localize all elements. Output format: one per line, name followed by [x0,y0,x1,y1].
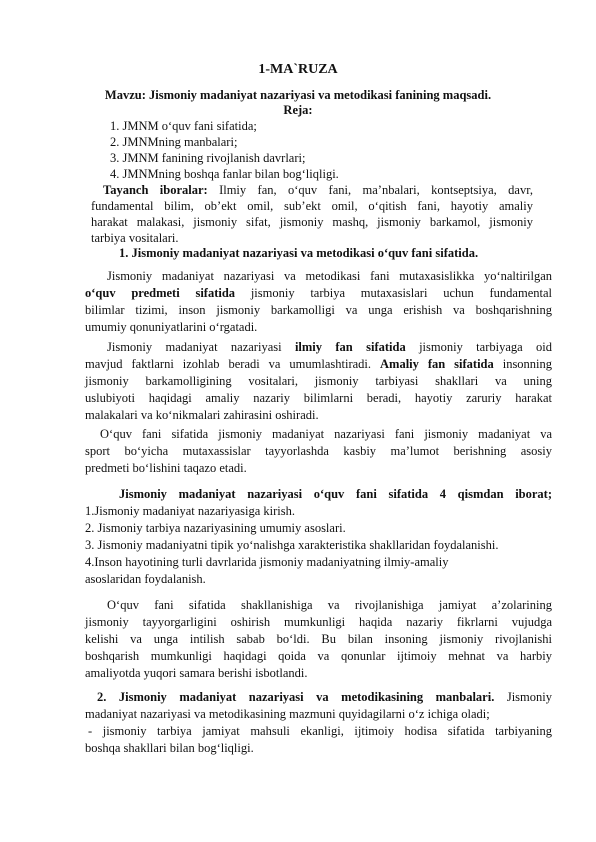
topic-line: Mavzu: Jismoniy madaniyat nazariyasi va metodikasi fanining maqsadi. [104,88,492,102]
paragraph-line: bilimlar tizimi, inson jismoniy barkamolligi va unga erishish va boshqarishning [85,303,552,317]
paragraph-line: Jismoniy madaniyat nazariyasi ilmiy fan sifatida jismoniy tarbiyaga oid [107,340,553,354]
list-item: asoslaridan foydalanish. [85,572,206,586]
paragraph-line: uslubiyoti haqidagi amaliy nazariy bilimlarni beradi, hayotiy zaruriy harakat [85,391,552,405]
keywords-label: Tayanch iboralar: [103,183,208,197]
plan-item: 4. JMNMning boshqa fanlar bilan bog‘liqligi. [110,167,339,181]
plan-item: 2. JMNMning manbalari; [110,135,238,149]
keywords-line: harakat malakasi, jismoniy sifat, jismoniy mashq, jismoniy barkamol, jismoniy [91,215,533,229]
paragraph-line: malakalari va ko‘nikmalari zahirasini oshiradi. [85,408,319,422]
paragraph-line: O‘quv fani sifatida shakllanishiga va rivojlanishiga jamiyat a’zolarining [107,598,552,612]
paragraph-line: umumiy qonuniyatlarini o‘rgatadi. [85,320,258,334]
lecture-title: 1-MA`RUZA [258,62,338,77]
keywords-line: tarbiya vositalari. [91,231,179,245]
paragraph-line: predmeti bo‘lishini taqazo etadi. [85,461,247,475]
paragraph-line: sport bo‘yicha mutaxassislar tayyorlashda kasbiy ma’lumot berishning asosiy [85,444,552,458]
paragraph-line: O‘quv fani sifatida jismoniy madaniyat nazariyasi fani jismoniy madaniyat va [100,427,552,441]
paragraph-line: amaliyotda yuqori samara berishi isbotlandi. [85,666,308,680]
paragraph-line: o‘quv predmeti sifatida jismoniy tarbiya mutaxasislari uchun fundamental [85,286,552,300]
list-item: 4.Inson hayotining turli davrlarida jismoniy madaniyatning ilmiy-amaliy [85,555,449,569]
plan-item: 3. JMNM fanining rivojlanish davrlari; [110,151,306,165]
plan-heading: Reja: [283,103,313,117]
keywords-line: fundamental bilim, ob’ekt omil, sub’ekt omil, o‘qitish fani, hayotiy amaliy [91,199,533,213]
paragraph-line: jismoniy barkamolligining vositalari, jismoniy tarbiyasi shakllari va uning [85,374,552,388]
paragraph-line: 2. Jismoniy madaniyat nazariyasi va metodikasining manbalari. Jismoniy [97,690,552,704]
paragraph-line: kelishi va unga intilish sabab bo‘ldi. Bu bilan insoning jismoniy rivojlanishi [85,632,552,646]
paragraph-line: mavjud faktlarni izohlab beradi va umumlashtiradi. Amaliy fan sifatida insonning [85,357,553,371]
paragraph-line: Jismoniy madaniyat nazariyasi va metodikasi fani mutaxasislikka yo‘naltirilgan [107,269,552,283]
paragraph-line: madaniyat nazariyasi va metodikasining mazmuni quyidagilarni o‘z ichiga oladi; [85,707,490,721]
paragraph-line: - jismoniy tarbiya jamiyat mahsuli ekanligi, ijtimoiy hodisa sifatida tarbiyaning [88,724,552,738]
section-heading: 2. Jismoniy madaniyat nazariyasi va metodikasining manbalari. [97,690,495,704]
list-item: 1.Jismoniy madaniyat nazariyasiga kirish. [85,504,296,518]
parts-heading: Jismoniy madaniyat nazariyasi o‘quv fani sifatida 4 qismdan iborat; [119,487,552,501]
paragraph-line: boshqarish mumkunligi haqidagi qoida va qonunlar ijtimoiy mehnat va harbiy [85,649,552,663]
list-item: 2. Jismoniy tarbiya nazariyasining umumiy asoslari. [85,521,346,535]
list-item: 3. Jismoniy madaniyatni tipik yo‘nalishga xarakteristika shakllaridan foydalanishi. [85,538,499,552]
section-heading: 1. Jismoniy madaniyat nazariyasi va metodikasi o‘quv fani sifatida. [119,246,479,260]
paragraph-line: boshqa shakllari bilan bog‘liqligi. [85,741,254,755]
paragraph-line: jismoniy tayyorgarligini oshirish mumkunligi haqida nazariy fikrlarni vujudga [85,615,552,629]
keywords-line: Tayanch iboralar: Ilmiy fan, o‘quv fani, ma’nbalari, kontseptsiya, davr, [103,183,533,197]
plan-item: 1. JMNM o‘quv fani sifatida; [110,119,257,133]
